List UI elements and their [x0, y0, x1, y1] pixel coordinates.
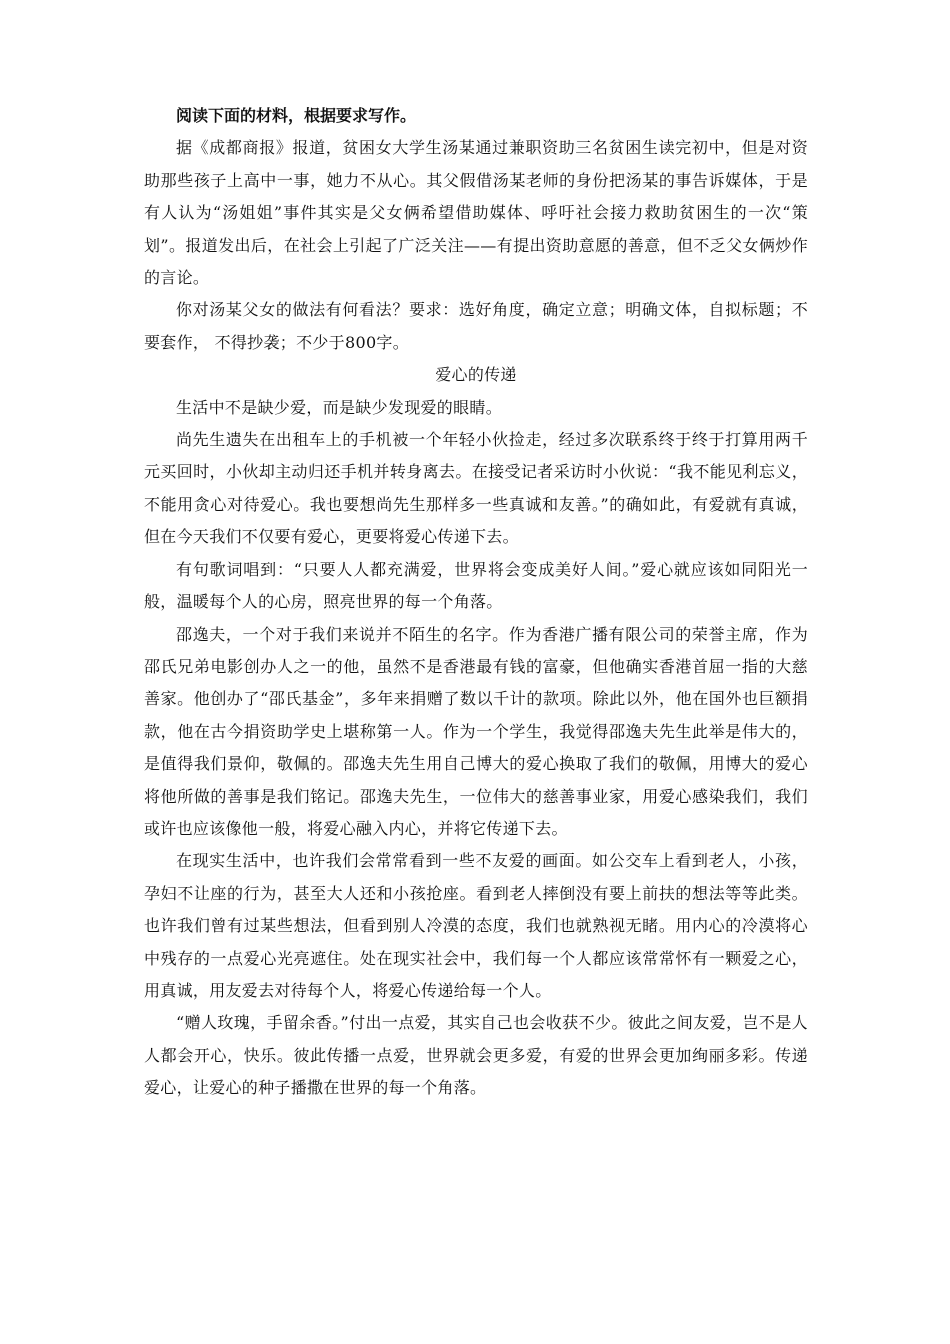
essay-paragraph: 在现实生活中，也许我们会常常看到一些不友爱的画面。如公交车上看到老人，小孩，孕妇不让座的行为，甚至大人还和小孩抢座。看到老人摔倒没有要上前扶的想法等等此类。也许我们曾有过某些想法，但看到别人冷漠的态度，我们也就熟视无睹。用内心的冷漠将心中残存的一点爱心光亮遮住。处在现实社会中，我们每一个人都应该常常怀有一颗爱之心，用真诚，用友爱去对待每个人，将爱心传递给每一个人。	[144, 851, 808, 1000]
prompt-material: 据《成都商报》报道，贫困女大学生汤某通过兼职资助三名贫困生读完初中，但是对资助那些孩子上高中一事，她力不从心。其父假借汤某老师的身份把汤某的事告诉媒体，于是有人认为“汤姐姐”事件其实是父女俩希望借助媒体、呼吁社会接力救助贫困生的一次“策划”。报道发出后，在社会上引起了广泛关注——有提出资助意愿的善意，但不乏父女俩炒作的言论。	[144, 138, 808, 288]
prompt-instruction: 阅读下面的材料，根据要求写作。	[176, 106, 417, 125]
essay-title: 爱心的传递	[435, 365, 517, 385]
essay-paragraph: 有句歌词唱到：“只要人人都充满爱，世界将会变成美好人间。”爱心就应该如同阳光一般，温暖每个人的心房，照亮世界的每一个角落。	[144, 559, 808, 612]
essay-paragraph: 邵逸夫，一个对于我们来说并不陌生的名字。作为香港广播有限公司的荣誉主席，作为邵氏兄弟电影创办人之一的他，虽然不是香港最有钱的富豪，但他确实香港首屈一指的大慈善家。他创办了“邵氏基金”，多年来捐赠了数以千计的款项。除此以外，他在国外也巨额捐款，他在古今捐资助学史上堪称第一人。作为一个学生，我觉得邵逸夫先生此举是伟大的，是值得我们景仰，敬佩的。邵逸夫先生用自己博大的爱心换取了我们的敬佩，用博大的爱心将他所做的善事是我们铭记。邵逸夫先生，一位伟大的慈善事业家，用爱心感染我们，我们或许也应该像他一般，将爱心融入内心，并将它传递下去。	[144, 624, 808, 838]
essay-paragraph: 尚先生遗失在出租车上的手机被一个年轻小伙捡走，经过多次联系终于终于打算用两千元买回时，小伙却主动归还手机并转身离去。在接受记者采访时小伙说：“我不能见利忘义，不能用贪心对待爱心。我也要想尚先生那样多一些真诚和友善。”的确如此，有爱就有真诚，但在今天我们不仅要有爱心，更要将爱心传递下去。	[144, 430, 808, 547]
essay-paragraph: 生活中不是缺少爱，而是缺少发现爱的眼睛。	[176, 397, 503, 417]
prompt-requirement: 你对汤某父女的做法有何看法？要求：选好角度，确定立意；明确文体，自拟标题；不要套作， 不得抄袭；不少于800字。	[144, 300, 808, 352]
essay-paragraph: “赠人玫瑰，手留余香。”付出一点爱，其实自己也会收获不少。彼此之间友爱，岂不是人人都会开心，快乐。彼此传播一点爱，世界就会更多爱，有爱的世界会更加绚丽多彩。传递爱心，让爱心的种子播撒在世界的每一个角落。	[144, 1013, 808, 1098]
document-page	[144, 96, 808, 1105]
